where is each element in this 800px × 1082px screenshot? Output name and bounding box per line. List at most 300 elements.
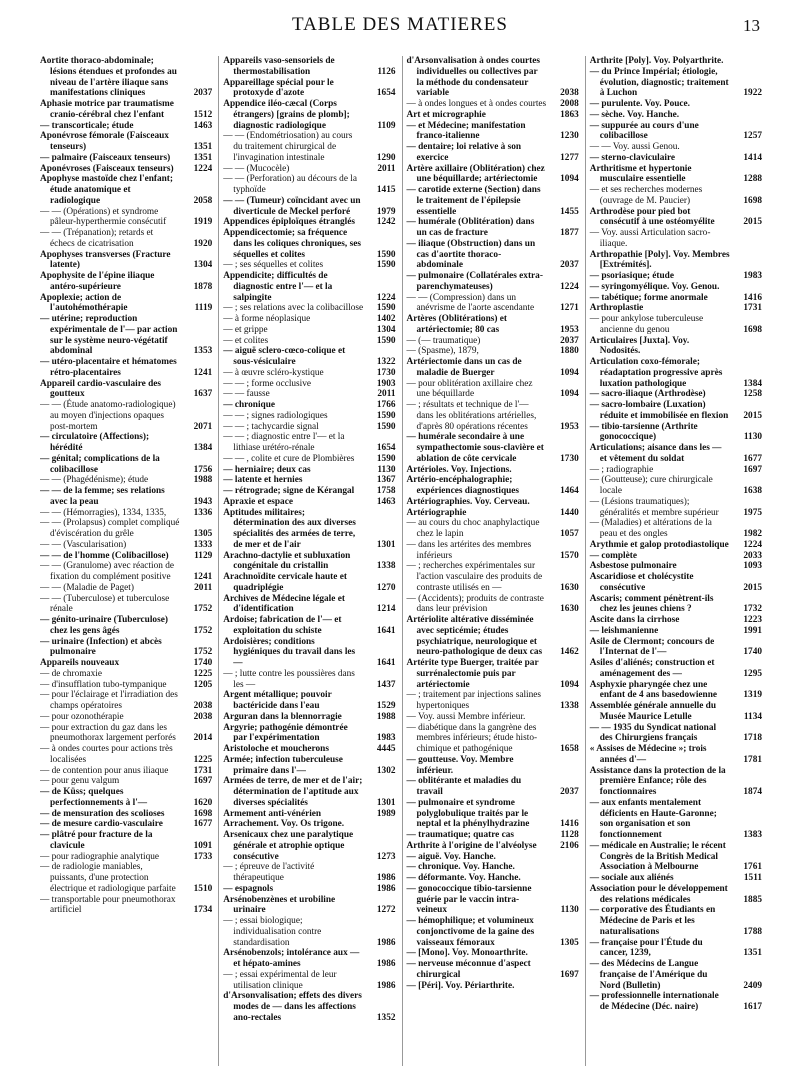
index-entry-text: Assistance dans la protection de la première Enfance; rôle des fonctionnaires <box>589 765 726 797</box>
index-entry <box>407 658 579 690</box>
index-entry-page: 1463 <box>376 496 396 507</box>
index-entry-text: — ; résultats et technique de l'— dans les oblitérations artérielles, d'après 80 opérations récentes <box>406 400 537 432</box>
index-entry-text: Aponévrose fémorale (Faisceaux tenseurs) <box>40 131 169 152</box>
index-entry-text: — transcorticale; étude <box>40 120 134 131</box>
index-entry <box>407 465 579 476</box>
index-entry <box>40 475 212 486</box>
index-entry <box>223 379 395 390</box>
index-entry <box>590 110 762 121</box>
index-entry-text: Arguran dans la blennorragie <box>223 711 342 722</box>
index-entry <box>223 594 395 616</box>
index-entry <box>223 389 395 400</box>
index-entry-text: — de Küss; quelques perfectionnements à l'— <box>40 787 148 808</box>
index-entry-text: — sterno-claviculaire <box>589 152 676 163</box>
index-entry-page: 1922 <box>743 88 762 99</box>
index-entry <box>407 185 579 217</box>
index-entry-text: — pour radiographie analytique <box>40 851 160 862</box>
index-entry-text: — aux enfants mentalement déficients en Haute-Garonne; son organisation et son fonctionnement <box>589 797 717 840</box>
index-entry <box>40 540 212 551</box>
index-entry-page: 1877 <box>560 228 579 238</box>
index-entry-page: 1878 <box>193 281 213 292</box>
index-entry <box>407 723 579 755</box>
index-entry-text: — humérale secondaire à une sympathectomie sous-clavière et ablation de côte cervicale <box>406 432 544 464</box>
index-entry <box>223 819 395 830</box>
index-entry-text: — — (Opérations) et syndrome pâleur-hyperthermie consécutif <box>40 206 167 228</box>
index-entry-text: — — (Granulome) avec réaction de fixation du complément positive <box>40 561 174 582</box>
index-entry-page: 1241 <box>193 367 213 378</box>
index-entry-page: 1134 <box>743 711 762 722</box>
index-entry <box>40 174 212 206</box>
index-entry <box>223 303 395 314</box>
index-entry <box>223 174 395 196</box>
index-entry-text: Appendicectomie; sa fréquence dans les coliques chroniques, ses séquelles et colites <box>223 228 361 260</box>
index-entry-page: 1416 <box>560 819 579 830</box>
index-entry <box>407 615 579 658</box>
index-entry-page: 1301 <box>376 539 396 550</box>
index-entry <box>40 776 212 787</box>
index-entry-text: — herniaire; deux cas <box>223 464 311 475</box>
index-entry <box>223 916 395 948</box>
index-entry-page: 1731 <box>193 765 213 776</box>
index-entry-text: — — Voy. aussi Genou. <box>589 142 680 152</box>
index-entry-page: 1630 <box>560 604 579 615</box>
index-entry-text: Appareil cardio-vasculaire des goutteux <box>40 378 162 400</box>
index-entry-page: 1654 <box>376 443 396 453</box>
index-entry-text: Apophysite de l'épine iliaque antéro-supérieure <box>40 271 155 292</box>
index-entry-text: — latente et hernies <box>223 475 303 486</box>
index-entry <box>590 293 762 304</box>
index-entry-text: — de contention pour anus iliaque <box>40 765 169 776</box>
index-entry <box>40 669 212 680</box>
index-entry-text: — — (Perforation) au décours de la typhoïde <box>223 174 357 195</box>
index-entry-page: 1322 <box>376 357 396 367</box>
index-entry <box>590 56 762 67</box>
index-entry <box>40 357 212 379</box>
index-entry-text: — à ondes courtes pour actions très localisées <box>40 744 173 765</box>
index-entry <box>407 873 579 884</box>
index-entry-page: 2014 <box>193 733 213 744</box>
index-entry-text: — — de l'homme (Colibacillose) <box>40 550 169 561</box>
index-entry-page: 1301 <box>376 797 396 808</box>
index-entry <box>223 217 395 228</box>
index-entry-text: — professionnelle internationale de Médecine (Déc. naire) <box>589 991 719 1012</box>
index-entry-text: — urinaire (Infection) et abcès pulmonaire <box>40 636 162 658</box>
index-entry <box>40 744 212 766</box>
index-entry-text: — (Lésions traumatiques); généralités et membre supérieur <box>589 496 719 518</box>
index-entry <box>590 658 762 680</box>
index-entry-page: 2037 <box>560 335 579 346</box>
index-column-2 <box>218 56 395 1066</box>
index-columns <box>40 56 762 1066</box>
index-entry-page: 1874 <box>743 787 762 797</box>
index-entry-text: — — (Tuberculose) et tuberculose rénale <box>40 593 170 615</box>
index-entry <box>590 518 762 540</box>
index-entry-text: Arsenicaux chez une paralytique générale et atrophie optique consécutive <box>223 830 354 862</box>
index-entry-text: — — ; diagnostic entre l'— et la lithiase urétéro-rénale <box>223 432 345 453</box>
index-entry-page: 1290 <box>376 152 396 163</box>
index-entry-text: — corporative des Étudiants en Médecine de Paris et les naturalisations <box>589 905 716 937</box>
index-entry-text: Artériographie <box>406 507 467 518</box>
index-entry <box>590 282 762 293</box>
index-entry <box>407 314 579 336</box>
index-entry-page: 1677 <box>743 453 762 464</box>
index-entry-page: 1109 <box>377 120 396 131</box>
index-entry <box>590 153 762 164</box>
index-entry-text: Arthrodèse pour pied bot consécutif à une ostéomyélite <box>589 206 715 228</box>
index-entry-text: — psoriasique; étude <box>589 271 674 281</box>
index-entry-page: 1658 <box>560 744 579 754</box>
index-entry <box>40 314 212 357</box>
index-entry <box>590 626 762 637</box>
index-entry-page: 1880 <box>560 346 579 357</box>
index-entry-text: — nerveuse méconnue d'aspect chirurgical <box>406 959 531 980</box>
index-entry-page: 2037 <box>560 260 579 271</box>
index-entry-page: 1986 <box>376 959 396 969</box>
index-entry-text: Ascite dans la cirrhose <box>589 615 680 625</box>
index-entry-page: 1205 <box>193 679 213 690</box>
index-entry <box>40 561 212 583</box>
index-entry <box>590 637 762 659</box>
index-entry-page: 1697 <box>743 464 762 475</box>
index-entry-page: 1698 <box>743 195 762 206</box>
index-entry-page: 1402 <box>376 314 396 324</box>
index-entry-page: 1781 <box>743 754 762 765</box>
index-entry-page: 2038 <box>560 88 579 99</box>
index-entry-page: 2058 <box>193 195 213 206</box>
index-entry-page: 2033 <box>743 550 762 561</box>
index-entry-page: 2106 <box>560 840 579 851</box>
index-entry <box>223 862 395 884</box>
index-entry-page: 1336 <box>193 507 213 518</box>
index-entry-text: — goutteuse. Voy. Membre inférieur. <box>406 754 514 776</box>
index-entry <box>590 497 762 519</box>
index-entry-page: 1718 <box>743 733 762 744</box>
index-entry <box>407 400 579 432</box>
index-entry-text: — chronique <box>223 400 275 410</box>
index-entry-page: 1697 <box>193 776 213 787</box>
index-entry-page: 1638 <box>743 486 762 496</box>
index-entry-text: — pulmonaire (Collatérales extra-parenchymateuses) <box>406 271 543 292</box>
index-entry <box>407 142 579 164</box>
index-entry <box>590 905 762 937</box>
index-entry-text: — ; essai expérimental de leur utilisation clinique <box>223 969 337 991</box>
index-entry-text: — d'insufflation tubo-tympanique <box>40 679 167 690</box>
index-entry <box>407 508 579 519</box>
index-entry <box>40 809 212 820</box>
index-entry-page: 1637 <box>193 389 213 400</box>
index-entry-text: Ascaridiose et cholécystite consécutive <box>589 572 694 593</box>
index-entry <box>40 615 212 637</box>
index-entry <box>590 271 762 282</box>
index-entry <box>590 67 762 99</box>
index-entry <box>590 465 762 476</box>
index-entry <box>590 142 762 153</box>
index-entry-page: 1367 <box>376 475 396 486</box>
index-entry-page: 1225 <box>193 754 213 765</box>
index-entry-text: « Assises de Médecine »; trois années d'— <box>589 744 707 765</box>
index-entry <box>590 207 762 229</box>
index-entry-text: Arthropathie [Poly]. Voy. Membres [Extrémités]. <box>589 249 730 271</box>
index-entry-page: 1953 <box>560 324 579 335</box>
index-entry-page: 1462 <box>560 647 579 658</box>
index-entry-text: — sèche. Voy. Hanche. <box>589 109 680 120</box>
index-entry-text: — syringomyélique. Voy. Genou. <box>589 281 720 292</box>
index-column-3 <box>402 56 579 1066</box>
index-entry-page: 1734 <box>193 905 213 916</box>
index-entry <box>590 938 762 960</box>
index-entry-text: — (Spasme), 1879, <box>406 346 479 357</box>
index-entry-page: 1224 <box>376 292 396 303</box>
index-entry <box>223 615 395 637</box>
index-entry <box>590 723 762 745</box>
index-entry-text: Archives de Médecine légale et d'identification <box>223 593 345 615</box>
index-entry-text: — sacro-lombaire (Luxation) réduite et immobilisée en flexion <box>589 400 729 421</box>
index-entry-text: Aptitudes militaires; détermination des aux diverses spécialités des armées de terre, de mer et de l'air <box>223 507 356 550</box>
index-entry <box>223 164 395 175</box>
index-entry <box>223 744 395 755</box>
index-entry <box>40 680 212 691</box>
index-entry-text: — dentaire; loi relative à son exercice <box>406 142 522 163</box>
index-entry-text: Apophyse mastoïde chez l'enfant; étude anatomique et radiologique <box>40 174 173 206</box>
index-entry-text: Asphyxie pharyngée chez une enfant de 4 ans basedowienne <box>589 679 718 701</box>
index-entry-text: — à ondes longues et à ondes courtes <box>406 99 547 109</box>
index-entry <box>590 357 762 389</box>
index-entry-text: Ardoisières; conditions hygiéniques du travail dans les — <box>223 636 356 668</box>
index-entry <box>590 164 762 186</box>
index-entry <box>223 346 395 368</box>
index-entry <box>223 411 395 422</box>
index-entry <box>223 712 395 723</box>
index-entry-text: Asbestose pulmonaire <box>589 561 677 572</box>
index-entry-page: 1091 <box>193 840 213 851</box>
index-entry <box>223 368 395 379</box>
index-entry <box>223 970 395 992</box>
index-entry <box>223 884 395 895</box>
index-entry-page: 1351 <box>193 152 213 163</box>
index-entry-text: Appareils vaso-sensoriels de thermostabilisation <box>223 56 335 77</box>
index-entry-text: — — (Prolapsus) complet compliqué d'éviscération du grêle <box>40 518 180 539</box>
index-entry-text: Apoplexie; action de l'autohémothérapie <box>40 292 128 314</box>
index-entry-page: 1214 <box>376 604 396 615</box>
index-entry <box>40 432 212 454</box>
index-entry-text: Appendice iléo-cæcal (Corps étrangers) [grains de plomb]; diagnostic radiologique <box>223 99 350 131</box>
index-entry-page: 1440 <box>560 507 579 518</box>
index-entry-text: Argyrie; pathogénie démontrée par l'expérimentation <box>223 722 348 744</box>
index-entry-page: 1620 <box>193 797 213 808</box>
index-entry-page: 1223 <box>743 615 762 625</box>
index-entry-text: d'Arsonvalisation à ondes courtes individuelles ou collectives par la méthode du condensateur variable <box>406 56 541 99</box>
index-entry-page: 1288 <box>743 174 762 185</box>
index-entry-page: 1979 <box>376 206 396 217</box>
index-entry-page: 1697 <box>560 969 579 980</box>
index-entry-text: Asile de Clermont; concours de l'Internat de l'— <box>589 636 715 658</box>
index-entry <box>590 389 762 400</box>
index-entry <box>223 755 395 777</box>
index-entry-page: 1094 <box>560 679 579 690</box>
index-entry-text: Armement anti-vénérien <box>223 808 322 819</box>
index-entry-page: 1455 <box>560 206 579 217</box>
index-entry <box>590 561 762 572</box>
index-entry <box>223 400 395 411</box>
index-entry-text: Arachnoïdite cervicale haute et quadriplégie <box>223 572 347 593</box>
index-entry <box>40 712 212 723</box>
index-entry-page: 1740 <box>193 658 213 668</box>
index-entry-text: — — (Vascularisation) <box>40 539 127 550</box>
index-entry <box>40 454 212 476</box>
index-entry <box>223 637 395 669</box>
index-entry-page: 2037 <box>560 787 579 797</box>
index-entry-text: — — (Compression) dans un anévrisme de l'aorte ascendante <box>406 292 535 314</box>
index-entry <box>40 658 212 669</box>
index-entry-text: Aponévroses (Faisceaux tenseurs) <box>40 163 174 174</box>
index-entry-text: — à œuvre scléro-kystique <box>223 367 324 378</box>
index-entry-text: Appareils nouveaux <box>40 658 120 668</box>
index-entry <box>407 594 579 616</box>
index-entry <box>407 540 579 562</box>
index-entry-page: 1630 <box>560 582 579 593</box>
index-entry <box>590 314 762 336</box>
index-entry-text: Apraxie et espace <box>223 496 293 507</box>
index-entry-page: 1338 <box>560 701 579 711</box>
index-entry-text: — humérale (Oblitération) dans un cas de fracture <box>406 217 535 238</box>
index-entry-text: Arsénobenzols; intolérance aux — et hépato-amines <box>223 948 360 969</box>
index-entry <box>407 346 579 357</box>
index-entry-page: 1384 <box>193 443 213 453</box>
index-entry-text: Articulations; aisance dans les — et vêtement du soldat <box>589 443 722 464</box>
index-entry-text: — pour genu valgum <box>40 776 120 787</box>
index-entry-text: — et Médecine; manifestation franco-italienne <box>406 120 526 142</box>
index-entry-page: 1752 <box>193 647 213 658</box>
index-entry-text: Art et micrographie <box>406 109 486 120</box>
index-entry-text: — — ; signes radiologiques <box>223 410 328 421</box>
index-entry <box>40 518 212 540</box>
index-entry <box>590 873 762 884</box>
index-entry <box>40 99 212 121</box>
index-entry <box>407 110 579 121</box>
index-entry-text: — — ; tachycardie signal <box>223 421 319 432</box>
index-entry-text: — de mesure cardio-vasculaire <box>40 819 163 830</box>
index-entry-text: Asiles d'aliénés; construction et aménagement des — <box>589 658 715 679</box>
index-entry <box>40 164 212 175</box>
index-entry-page: 1416 <box>743 292 762 303</box>
index-entry-text: — génital; complications de la colibacillose <box>40 453 160 475</box>
index-entry <box>40 250 212 272</box>
index-entry <box>407 712 579 723</box>
index-entry-text: Arachno-dactylie et subluxation congénitale du cristallin <box>223 550 351 572</box>
index-entry-page: 1057 <box>560 529 579 539</box>
index-entry <box>407 798 579 830</box>
index-entry-text: — sacro-iliaque (Arthrodèse) <box>589 389 706 400</box>
index-entry-text: — — , colite et cure de Plombières <box>223 453 355 464</box>
index-entry-text: — au cours du choc anaphylactique chez le lapin <box>406 518 540 539</box>
index-entry-text: Arrachement. Voy. Os trigone. <box>223 819 345 830</box>
index-entry <box>407 755 579 777</box>
index-entry-page: 1437 <box>376 679 396 690</box>
index-entry-page: 1094 <box>560 174 579 185</box>
index-entry-page: 1590 <box>376 421 396 432</box>
index-entry-page: 2011 <box>377 163 396 174</box>
index-entry-text: — plâtré pour fracture de la clavicule <box>40 830 153 851</box>
index-entry-text: — (Maladies) et altérations de la peau et des ongles <box>589 518 712 539</box>
index-entry <box>407 379 579 401</box>
index-entry-page: 1988 <box>193 475 213 486</box>
index-entry <box>223 572 395 594</box>
index-entry <box>407 239 579 271</box>
index-entry-page: 2008 <box>560 99 579 109</box>
index-entry-page: 1338 <box>376 561 396 572</box>
index-entry-page: 1989 <box>376 808 396 819</box>
index-entry <box>223 948 395 970</box>
index-entry-page: 1302 <box>376 765 396 776</box>
index-entry-page: 1733 <box>193 851 213 862</box>
index-entry-page: 1903 <box>376 378 396 389</box>
index-entry-page: 1986 <box>376 980 396 991</box>
index-entry <box>590 121 762 143</box>
index-entry <box>223 314 395 325</box>
index-entry-page: 1384 <box>743 378 762 389</box>
index-entry-page: 1242 <box>376 217 396 228</box>
index-entry <box>590 991 762 1013</box>
index-entry-page: 1511 <box>743 873 762 883</box>
index-entry-page: 1590 <box>376 453 396 464</box>
index-entry <box>407 271 579 293</box>
index-entry <box>223 196 395 218</box>
index-entry <box>407 357 579 379</box>
index-entry-text: — ; lutte contre les poussières dans les — <box>223 668 355 690</box>
index-entry-page: 1224 <box>193 163 213 174</box>
index-entry <box>590 99 762 110</box>
index-entry-text: — — fausse <box>223 389 270 400</box>
index-entry <box>40 594 212 616</box>
index-entry-page: 1319 <box>743 690 762 701</box>
index-entry-text: — chronique. Voy. Hanche. <box>406 862 515 873</box>
index-entry-page: 1094 <box>560 389 579 400</box>
index-entry-text: — diabétique dans la gangrène des membres inférieurs; étude histo-chimique et pathogénique <box>406 722 538 754</box>
index-entry-text: — pour ankylose tuberculeuse ancienne du genou <box>589 314 704 335</box>
index-entry-text: Articulation coxo-fémorale; réadaptation progressive après luxation pathologique <box>589 357 723 389</box>
index-entry-page: 1128 <box>560 830 579 840</box>
index-entry-text: — ; ses relations avec la colibacillose <box>223 303 364 314</box>
index-entry <box>223 432 395 454</box>
index-entry-page: 1304 <box>193 260 213 271</box>
index-entry <box>407 217 579 239</box>
index-entry-page: 1788 <box>743 926 762 937</box>
index-entry <box>223 99 395 131</box>
index-entry-page: 1352 <box>376 1012 396 1023</box>
index-entry-text: Artères (Oblitérations) et artériectomie; 80 cas <box>406 314 508 335</box>
index-entry-page: 1752 <box>193 604 213 615</box>
index-entry-text: — complète <box>589 550 637 561</box>
index-entry-text: — (Accidents); produits de contraste dans leur prévision <box>406 593 544 615</box>
index-entry <box>223 475 395 486</box>
index-entry <box>223 465 395 476</box>
index-column-1 <box>40 56 212 1066</box>
index-entry-text: — ; recherches expérimentales sur l'action vasculaire des produits de contraste utilisés en — <box>406 561 543 593</box>
index-entry-page: 1732 <box>743 604 762 615</box>
index-entry-text: Association pour le développement des relations médicales <box>589 883 728 905</box>
index-entry <box>590 422 762 444</box>
index-entry <box>590 594 762 616</box>
index-entry-page: 2015 <box>743 217 762 228</box>
index-entry-page: 1982 <box>743 529 762 539</box>
index-entry-text: Artérioles. Voy. Injections. <box>406 464 512 475</box>
index-entry <box>40 690 212 712</box>
index-entry-page: 1983 <box>743 271 762 281</box>
index-entry-text: — espagnols <box>223 883 274 894</box>
index-entry-page: 1126 <box>377 66 396 77</box>
index-entry-page: 1730 <box>376 367 396 378</box>
index-entry <box>590 959 762 991</box>
